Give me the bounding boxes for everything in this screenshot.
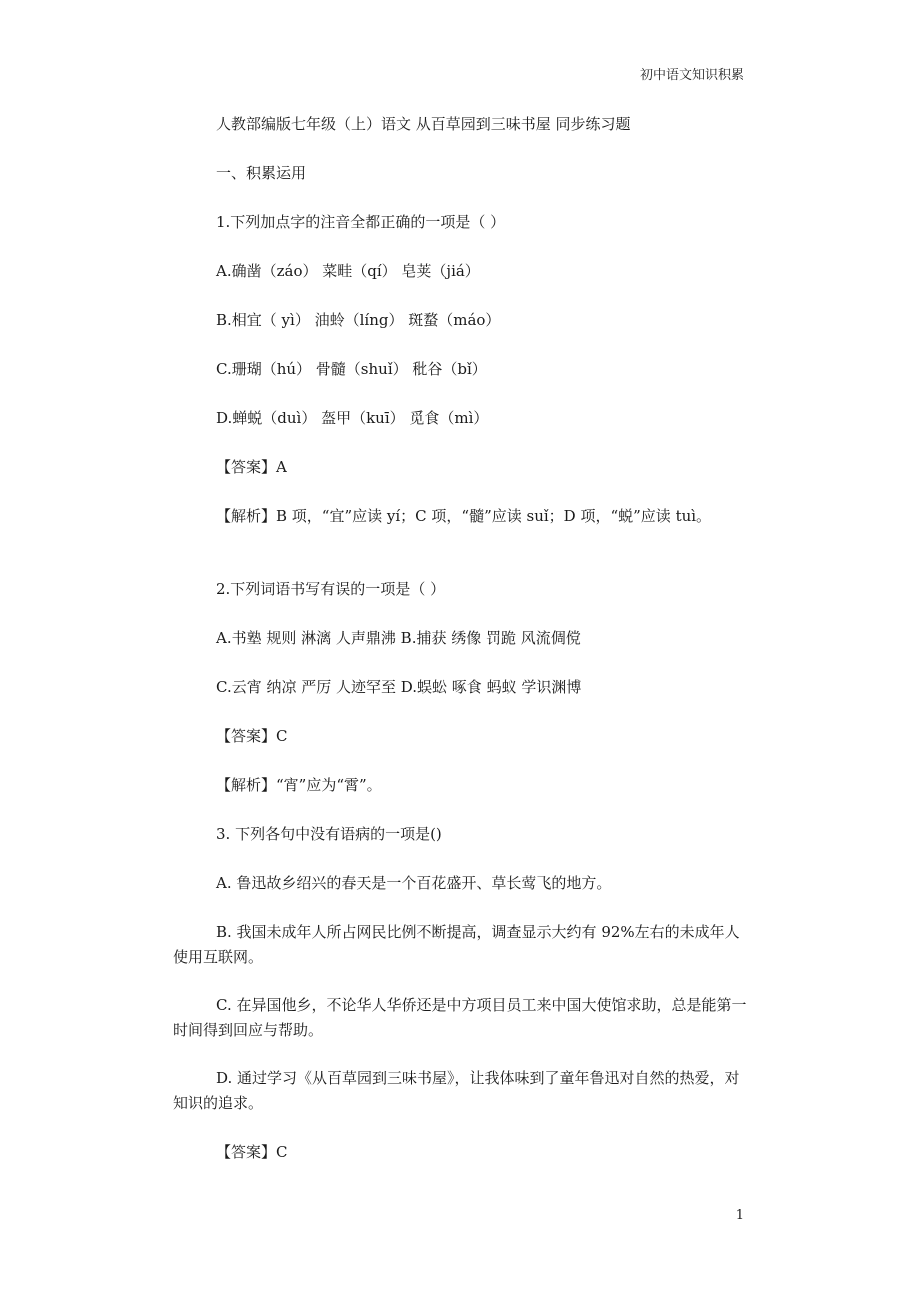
- question-1-option-b: B.相宜（ yì） 油蛉（líng） 斑蝥（máo）: [216, 311, 501, 329]
- question-1-analysis: 【解析】B 项，“宜”应读 yí；C 项，“髓”应读 suǐ；D 项，“蜕”应读 tuì。: [216, 507, 712, 525]
- question-3-option-b: B. 我国未成年人所占网民比例不断提高，调查显示大约有 92%左右的未成年人使用互联网。: [173, 923, 740, 966]
- question-3-option-a: A. 鲁迅故乡绍兴的春天是一个百花盛开、草长莺飞的地方。: [216, 874, 612, 892]
- question-1-stem: 1.下列加点字的注音全都正确的一项是（ ）: [216, 213, 506, 231]
- question-1-option-a: A.确凿（záo） 菜畦（qí） 皂荚（jiá）: [216, 262, 480, 280]
- question-2-analysis: 【解析】“宵”应为“霄”。: [216, 776, 382, 794]
- page-number: 1: [735, 1208, 744, 1223]
- question-1-answer: 【答案】A: [216, 458, 287, 476]
- document-title: 人教部编版七年级（上）语文 从百草园到三味书屋 同步练习题: [216, 115, 631, 133]
- section-heading: 一、积累运用: [216, 164, 307, 182]
- question-2-options-row-2: C.云宵 纳凉 严厉 人迹罕至 D.蜈蚣 啄食 蚂蚁 学识渊博: [216, 678, 582, 696]
- question-2-stem: 2.下列词语书写有误的一项是（ ）: [216, 580, 446, 598]
- question-3-option-d: D. 通过学习《从百草园到三味书屋》，让我体味到了童年鲁迅对自然的热爱，对知识的追求。: [173, 1069, 740, 1112]
- question-3-option-c: C. 在异国他乡，不论华人华侨还是中方项目员工来中国大使馆求助，总是能第一时间得到回应与帮助。: [173, 996, 747, 1039]
- question-3-stem: 3. 下列各句中没有语病的一项是(): [216, 825, 442, 843]
- question-3-answer: 【答案】C: [216, 1143, 288, 1161]
- question-1-option-d: D.蝉蜕（duì） 盔甲（kuī） 觅食（mì）: [216, 409, 489, 427]
- question-2-options-row-1: A.书塾 规则 淋漓 人声鼎沸 B.捕获 绣像 罚跪 风流倜傥: [216, 629, 581, 647]
- question-2-answer: 【答案】C: [216, 727, 288, 745]
- page-header: 初中语文知识积累: [639, 68, 744, 83]
- question-1-option-c: C.珊瑚（hú） 骨髓（shuǐ） 秕谷（bǐ）: [216, 360, 487, 378]
